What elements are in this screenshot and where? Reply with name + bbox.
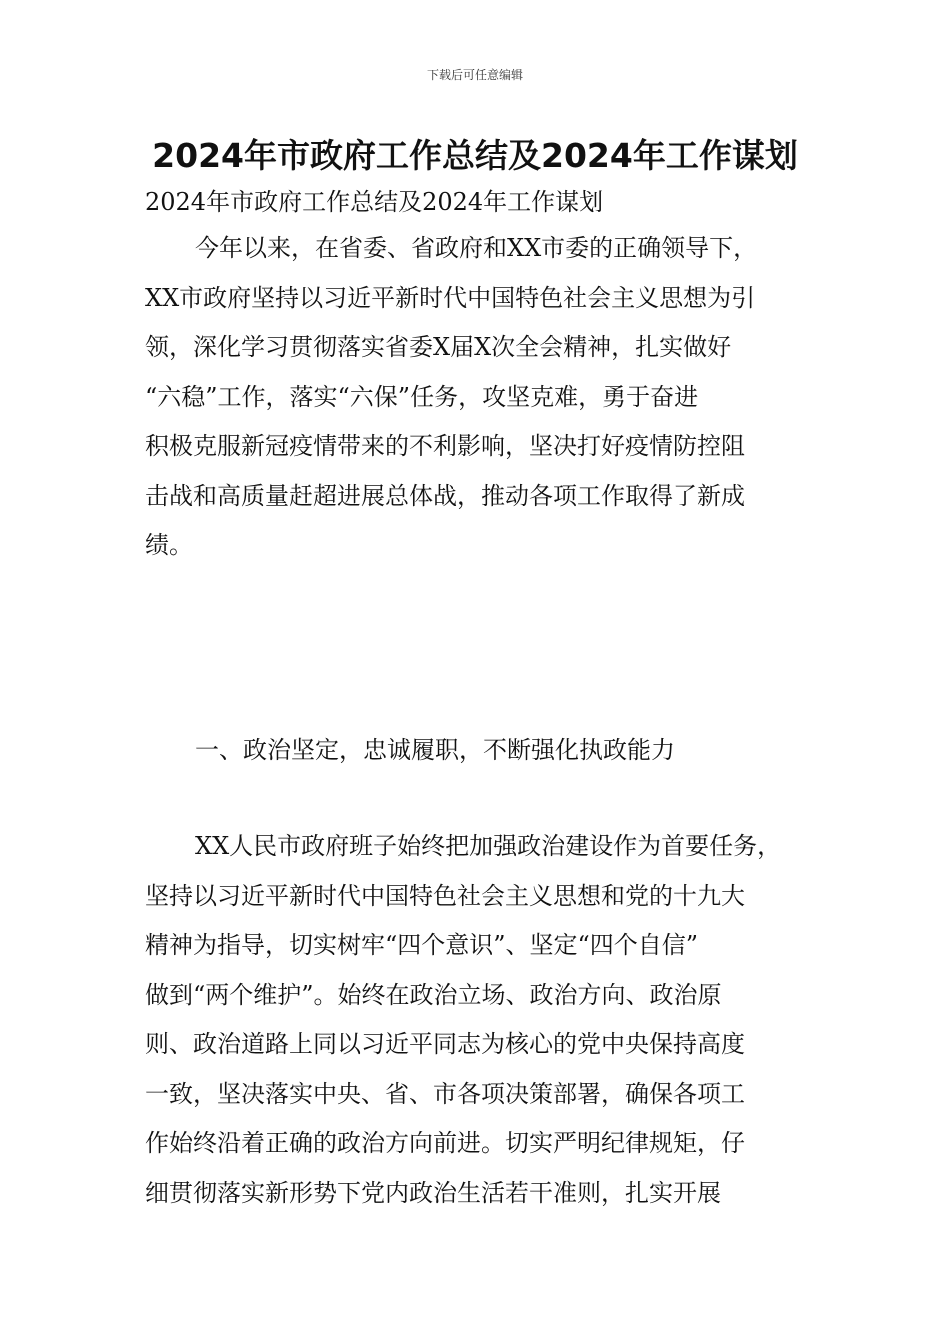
header-note: 下载后可任意编辑 [426, 68, 523, 82]
text-line: XX市政府坚持以习近平新时代中国特色社会主义思想为引 [145, 283, 756, 312]
text-line: 做到“两个维护”。始终在政治立场、政治方向、政治原 [145, 980, 722, 1009]
text-line: 领，深化学习贯彻落实省委X届X次全会精神，扎实做好 [145, 333, 732, 361]
text-line: “六稳”工作，落实“六保”任务，攻坚克难，勇于奋进 [145, 382, 699, 411]
section1-paragraph [145, 822, 825, 1218]
text-line: 今年以来，在省委、省政府和XX市委的正确领导下， [195, 234, 758, 262]
section-heading: 一、政治坚定，忠诚履职，不断强化执政能力 [195, 736, 675, 764]
text-line: XX人民市政府班子始终把加强政治建设作为首要任务， [195, 832, 782, 860]
text-line: 细贯彻落实新形势下党内政治生活若干准则，扎实开展 [145, 1178, 721, 1207]
text-line: 精神为指导，切实树牢“四个意识”、坚定“四个自信” [145, 931, 699, 959]
text-line: 一致，坚决落实中央、省、市各项决策部署，确保各项工 [145, 1079, 745, 1108]
text-line: 积极克服新冠疫情带来的不利影响，坚决打好疫情防控阻 [145, 432, 745, 460]
text-line: 绩。 [145, 531, 193, 559]
text-line: 则、政治道路上同以习近平同志为核心的党中央保持高度 [145, 1030, 745, 1058]
intro-paragraph [145, 224, 825, 571]
document-subtitle: 2024年市政府工作总结及2024年工作谋划 [145, 188, 604, 216]
text-line: 击战和高质量赶超进展总体战，推动各项工作取得了新成 [145, 481, 745, 510]
text-line: 坚持以习近平新时代中国特色社会主义思想和党的十九大 [145, 881, 745, 910]
document-title: 2024年市政府工作总结及2024年工作谋划 [152, 136, 798, 175]
text-line: 作始终沿着正确的政治方向前进。切实严明纪律规矩，仔 [145, 1129, 745, 1157]
